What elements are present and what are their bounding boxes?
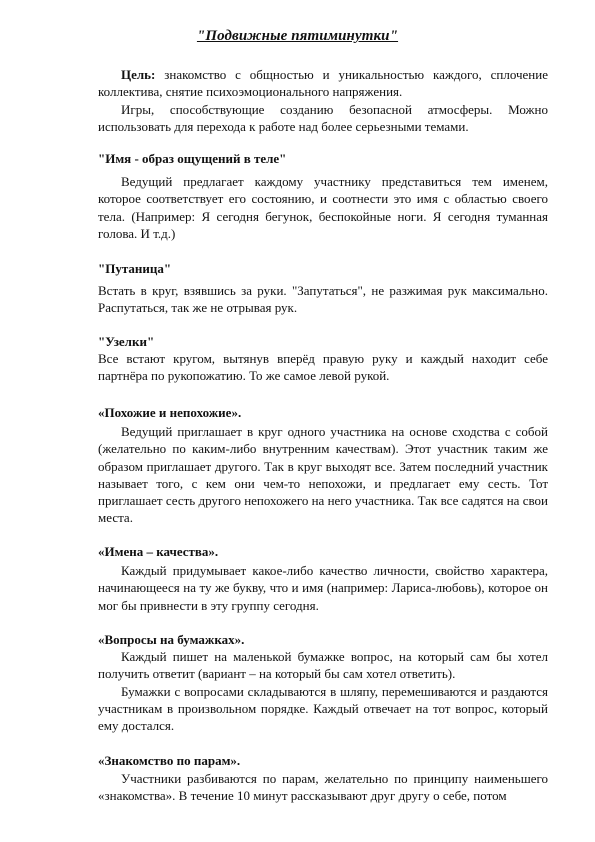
section-body-4 <box>98 423 548 527</box>
games-text: Игры, способствующие созданию безопасной атмосферы. Можно использовать для перехода к работе над более серьезными темами. <box>98 101 548 134</box>
goal-text: знакомство с общностью и уникальностью каждого, сплочение коллектива, снятие психоэмоционального напряжения. <box>98 67 548 100</box>
section-text-2: Встать в круг, взявшись за руки. "Запутаться", не разжимая рук максимально. Распутаться, так же не отрывая рук. <box>98 283 548 316</box>
section-heading-4: «Похожие и непохожие». <box>98 405 242 420</box>
section-body-6 <box>98 648 548 734</box>
goal-paragraph <box>98 66 548 101</box>
section-heading-7: «Знакомство по парам». <box>98 753 241 768</box>
section-heading-5: «Имена – качества». <box>98 544 219 559</box>
section-text-6a: Каждый пишет на маленькой бумажке вопрос, на который сам бы хотел получить ответит (вариант – на который бы сам хотел ответить). <box>98 649 548 682</box>
section-heading-3: "Узелки" <box>98 334 155 349</box>
section-heading-6: «Вопросы на бумажках». <box>98 632 245 647</box>
section-text-3: Все встают кругом, вытянув вперёд правую руку и каждый находит себе партнёра по рукопожатию. То же самое левой рукой. <box>98 351 548 384</box>
section-body-5 <box>98 562 548 614</box>
section-body-7 <box>98 770 548 805</box>
section-heading-1: "Имя - образ ощущений в теле" <box>98 151 287 166</box>
section-heading-2: "Путаница" <box>98 261 172 276</box>
section-text-1: Ведущий предлагает каждому участнику представиться тем именем, которое соответствует его состоянию, и соотнести это имя с областью своего тела. (Например: Я сегодня бегунок, беспокойные ноги. Я сегодня туманная голова. И т.д.) <box>98 174 548 241</box>
games-paragraph <box>98 101 548 136</box>
section-text-5: Каждый придумывает какое-либо качество личности, свойство характера, начинающееся на ту же букву, что и имя (например: Лариса-любовь), которое он мог бы привнести в эту группу сегодня. <box>98 563 548 613</box>
section-text-6b: Бумажки с вопросами складываются в шляпу, перемешиваются и раздаются участникам в произвольном порядке. Каждый отвечает на тот вопрос, который ему достался. <box>98 683 548 734</box>
goal-label: Цель: <box>121 67 156 82</box>
section-body-3 <box>98 350 548 385</box>
section-text-7: Участники разбиваются по парам, желательно по принципу наименьшего «знакомства». В течение 10 минут рассказывают друг другу о себе, потом <box>98 771 548 804</box>
intro-block <box>98 66 548 135</box>
document-title: "Подвижные пятиминутки" <box>196 28 399 44</box>
section-text-4: Ведущий приглашает в круг одного участника на основе сходства с собой (желательно по каким-либо внутренним качествам). Этот участник таким же образом приглашает другого. Так в круг выходят все. Затем последний участник называет того, с кем они чем-то непохожи, и предлагает ему сесть. Тот приглашает сесть другого непохожего на него участника. Так все садятся на свои места. <box>98 424 548 526</box>
section-body-2 <box>98 282 548 317</box>
section-body-1 <box>98 173 548 242</box>
